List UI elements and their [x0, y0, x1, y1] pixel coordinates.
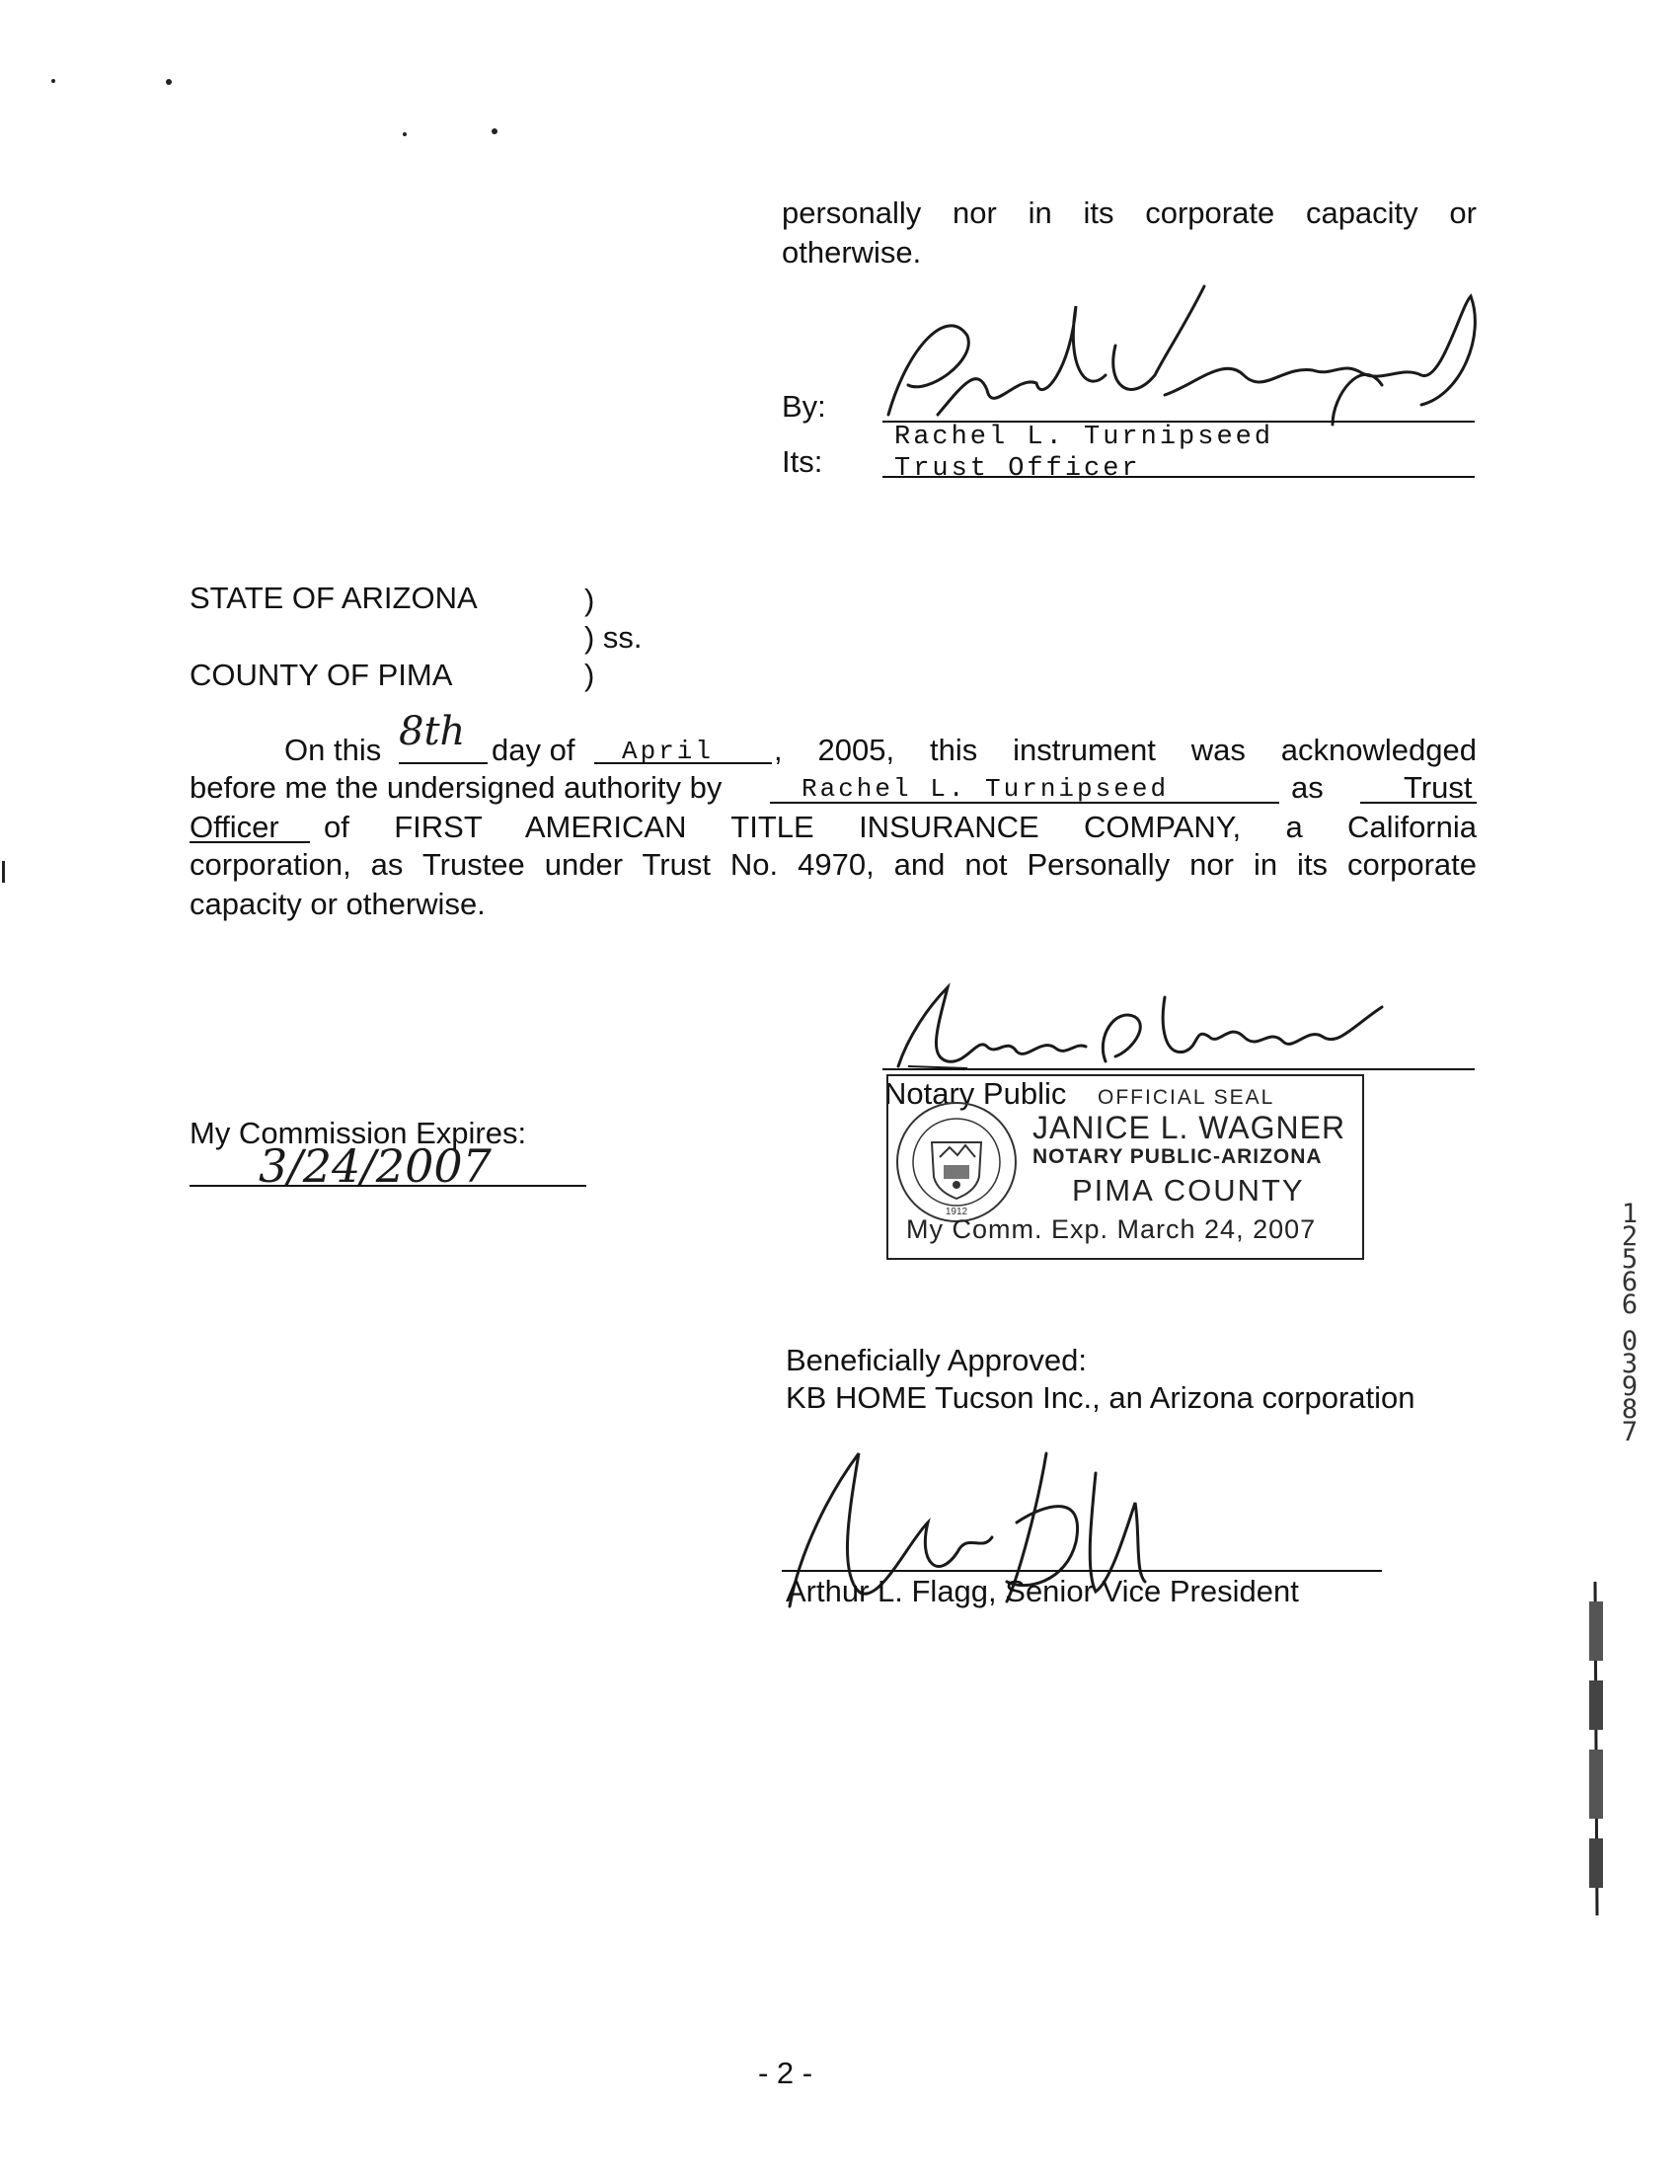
commission-date-handwritten: 3/24/2007	[259, 1139, 492, 1193]
by-label: By:	[782, 389, 826, 424]
ack-on-this: On this	[284, 733, 382, 767]
ack-line1-rest: , 2005, this instrument was acknowledged	[774, 733, 1477, 767]
ack-trust-line	[1360, 802, 1477, 804]
page-number: - 2 -	[758, 2056, 813, 2090]
ack-line4: corporation, as Trustee under Trust No. 4970, and not Personally nor in its corporate	[190, 847, 1477, 882]
commission-line	[190, 1185, 586, 1187]
venue-paren-top: )	[584, 583, 595, 617]
venue-ss: ) ss.	[584, 620, 643, 655]
ack-officer: Officer	[190, 810, 279, 844]
venue-county: COUNTY OF PIMA	[190, 658, 453, 692]
continuation-line-1: personally nor in its corporate capacity or	[782, 195, 1477, 230]
ack-signer-line	[770, 802, 1279, 804]
approval-heading: Beneficially Approved:	[786, 1343, 1088, 1377]
ack-day-line	[399, 762, 488, 764]
scan-speck	[166, 79, 172, 85]
its-label: Its:	[782, 444, 823, 479]
ack-line2-start: before me the undersigned authority by	[190, 770, 723, 805]
stamp-notary-name: JANICE L. WAGNER	[1032, 1110, 1346, 1145]
notary-label: Notary Public	[884, 1076, 1067, 1111]
ack-line5: capacity or otherwise.	[190, 887, 486, 921]
ack-officer-line	[190, 841, 310, 843]
ack-line3-rest: of FIRST AMERICAN TITLE INSURANCE COMPANY, a California	[324, 810, 1477, 844]
continuation-line-2: otherwise.	[782, 235, 922, 270]
stamp-official-seal: OFFICIAL SEAL	[1098, 1086, 1275, 1109]
stamp-expiration: My Comm. Exp. March 24, 2007	[906, 1214, 1317, 1244]
commission-label: My Commission Expires:	[190, 1116, 527, 1150]
signer-name: Rachel L. Turnipseed	[894, 423, 1274, 452]
scan-speck	[403, 132, 407, 136]
notary-signature-line	[882, 1068, 1475, 1070]
scan-speck	[51, 79, 55, 83]
scan-speck	[2, 861, 5, 883]
ack-day-handwritten: 8th	[399, 709, 466, 754]
approval-signer: Arthur L. Flagg, Senior Vice President	[786, 1574, 1299, 1608]
ack-month: April	[622, 737, 715, 766]
stamp-county: PIMA COUNTY	[1072, 1173, 1305, 1208]
ack-signer-filled: Rachel L. Turnipseed	[802, 774, 1170, 804]
state-seal-year: 1912	[945, 1207, 968, 1217]
scan-speck	[492, 128, 497, 134]
arizona-state-seal	[892, 1098, 1021, 1226]
stamp-notary-title: NOTARY PUBLIC-ARIZONA	[1032, 1145, 1323, 1168]
ack-trust: Trust	[1404, 770, 1473, 805]
recording-number: 1 2 5 6 6 0 3 9 8 7	[1621, 1199, 1639, 1447]
title-line	[882, 476, 1475, 478]
scan-edge-mark	[1583, 1582, 1609, 1915]
venue-paren-bottom: )	[584, 658, 595, 692]
ack-as: as	[1291, 770, 1324, 805]
ack-day-of: day of	[492, 733, 575, 767]
venue-state: STATE OF ARIZONA	[190, 581, 478, 615]
ack-month-line	[594, 762, 772, 764]
approval-company: KB HOME Tucson Inc., an Arizona corporation	[786, 1380, 1415, 1415]
signer-title: Trust Officer	[894, 454, 1141, 484]
